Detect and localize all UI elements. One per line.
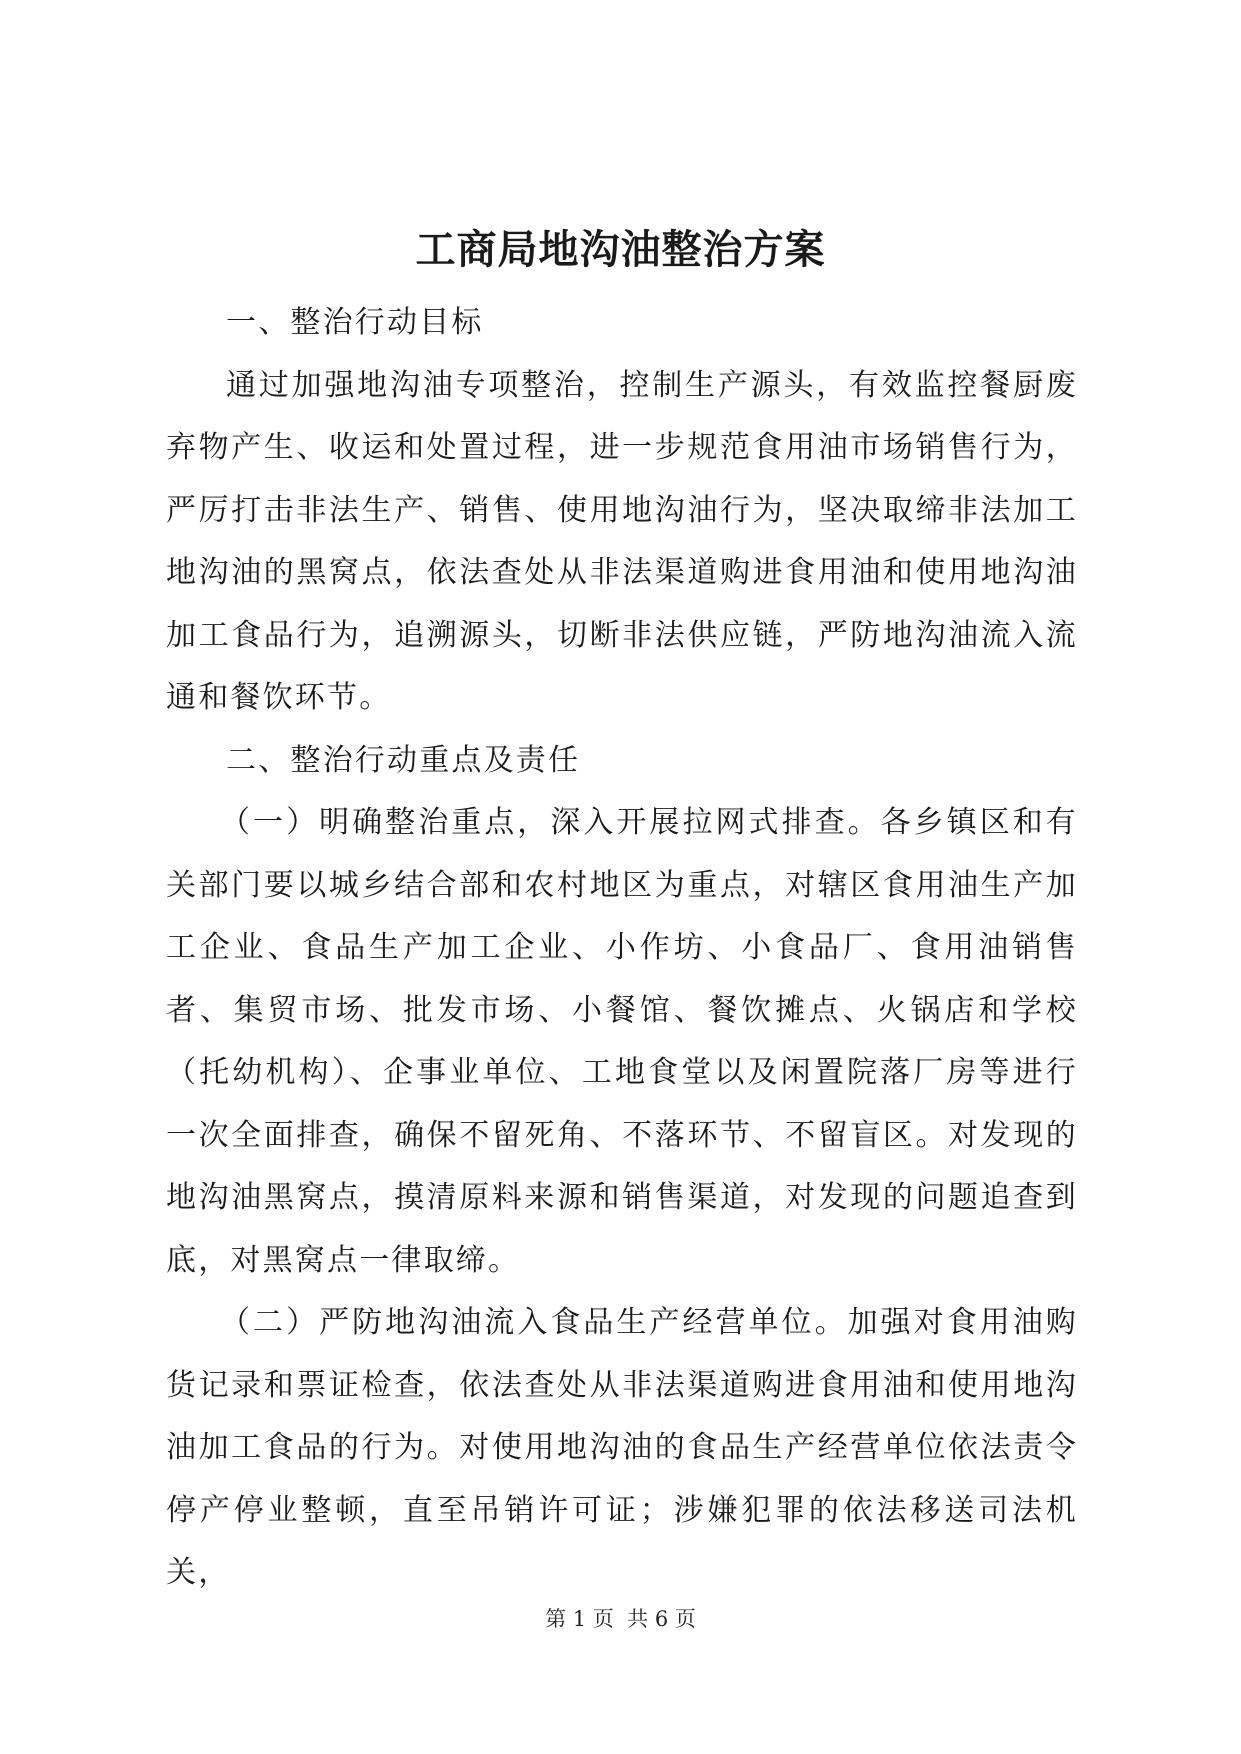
section-heading-focus: 二、整治行动重点及责任 [226,742,581,778]
paragraph-goals: 通过加强地沟油专项整治，控制生产源头，有效监控餐厨废弃物产生、收运和处置过程，进一步规范食用油市场销售行为，严厉打击非法生产、销售、使用地沟油行为，坚决取缔非法加工地沟油的黑窝点，依法查处从非法渠道购进食用油和使用地沟油加工食品行为，追溯源头，切断非法供应链，严防地沟油流入流通和餐饮环节。 [166,367,1078,715]
paragraph-focus-two: （二）严防地沟油流入食品生产经营单位。加强对食用油购货记录和票证检查，依法查处从非法渠道购进食用油和使用地沟油加工食品的行为。对使用地沟油的食品生产经营单位依法责令停产停业整顿，直至吊销许可证；涉嫌犯罪的依法移送司法机关， [166,1305,1078,1590]
document-body [166,292,1078,1605]
page-number-label: 第 1 页 共 6 页 [545,1607,696,1631]
page-footer [0,1604,1241,1634]
section-heading-goals: 一、整治行动目标 [226,305,484,340]
document-title: 工商局地沟油整治方案 [415,226,826,273]
paragraph-focus-one: （一）明确整治重点，深入开展拉网式排查。各乡镇区和有关部门要以城乡结合部和农村地区为重点，对辖区食用油生产加工企业、食品生产加工企业、小作坊、小食品厂、食用油销售者、集贸市场、批发市场、小餐馆、餐饮摊点、火锅店和学校（托幼机构）、企事业单位、工地食堂以及闲置院落厂房等进行一次全面排查，确保不留死角、不落环节、不留盲区。对发现的地沟油黑窝点，摸清原料来源和销售渠道，对发现的问题追查到底，对黑窝点一律取缔。 [166,805,1078,1278]
